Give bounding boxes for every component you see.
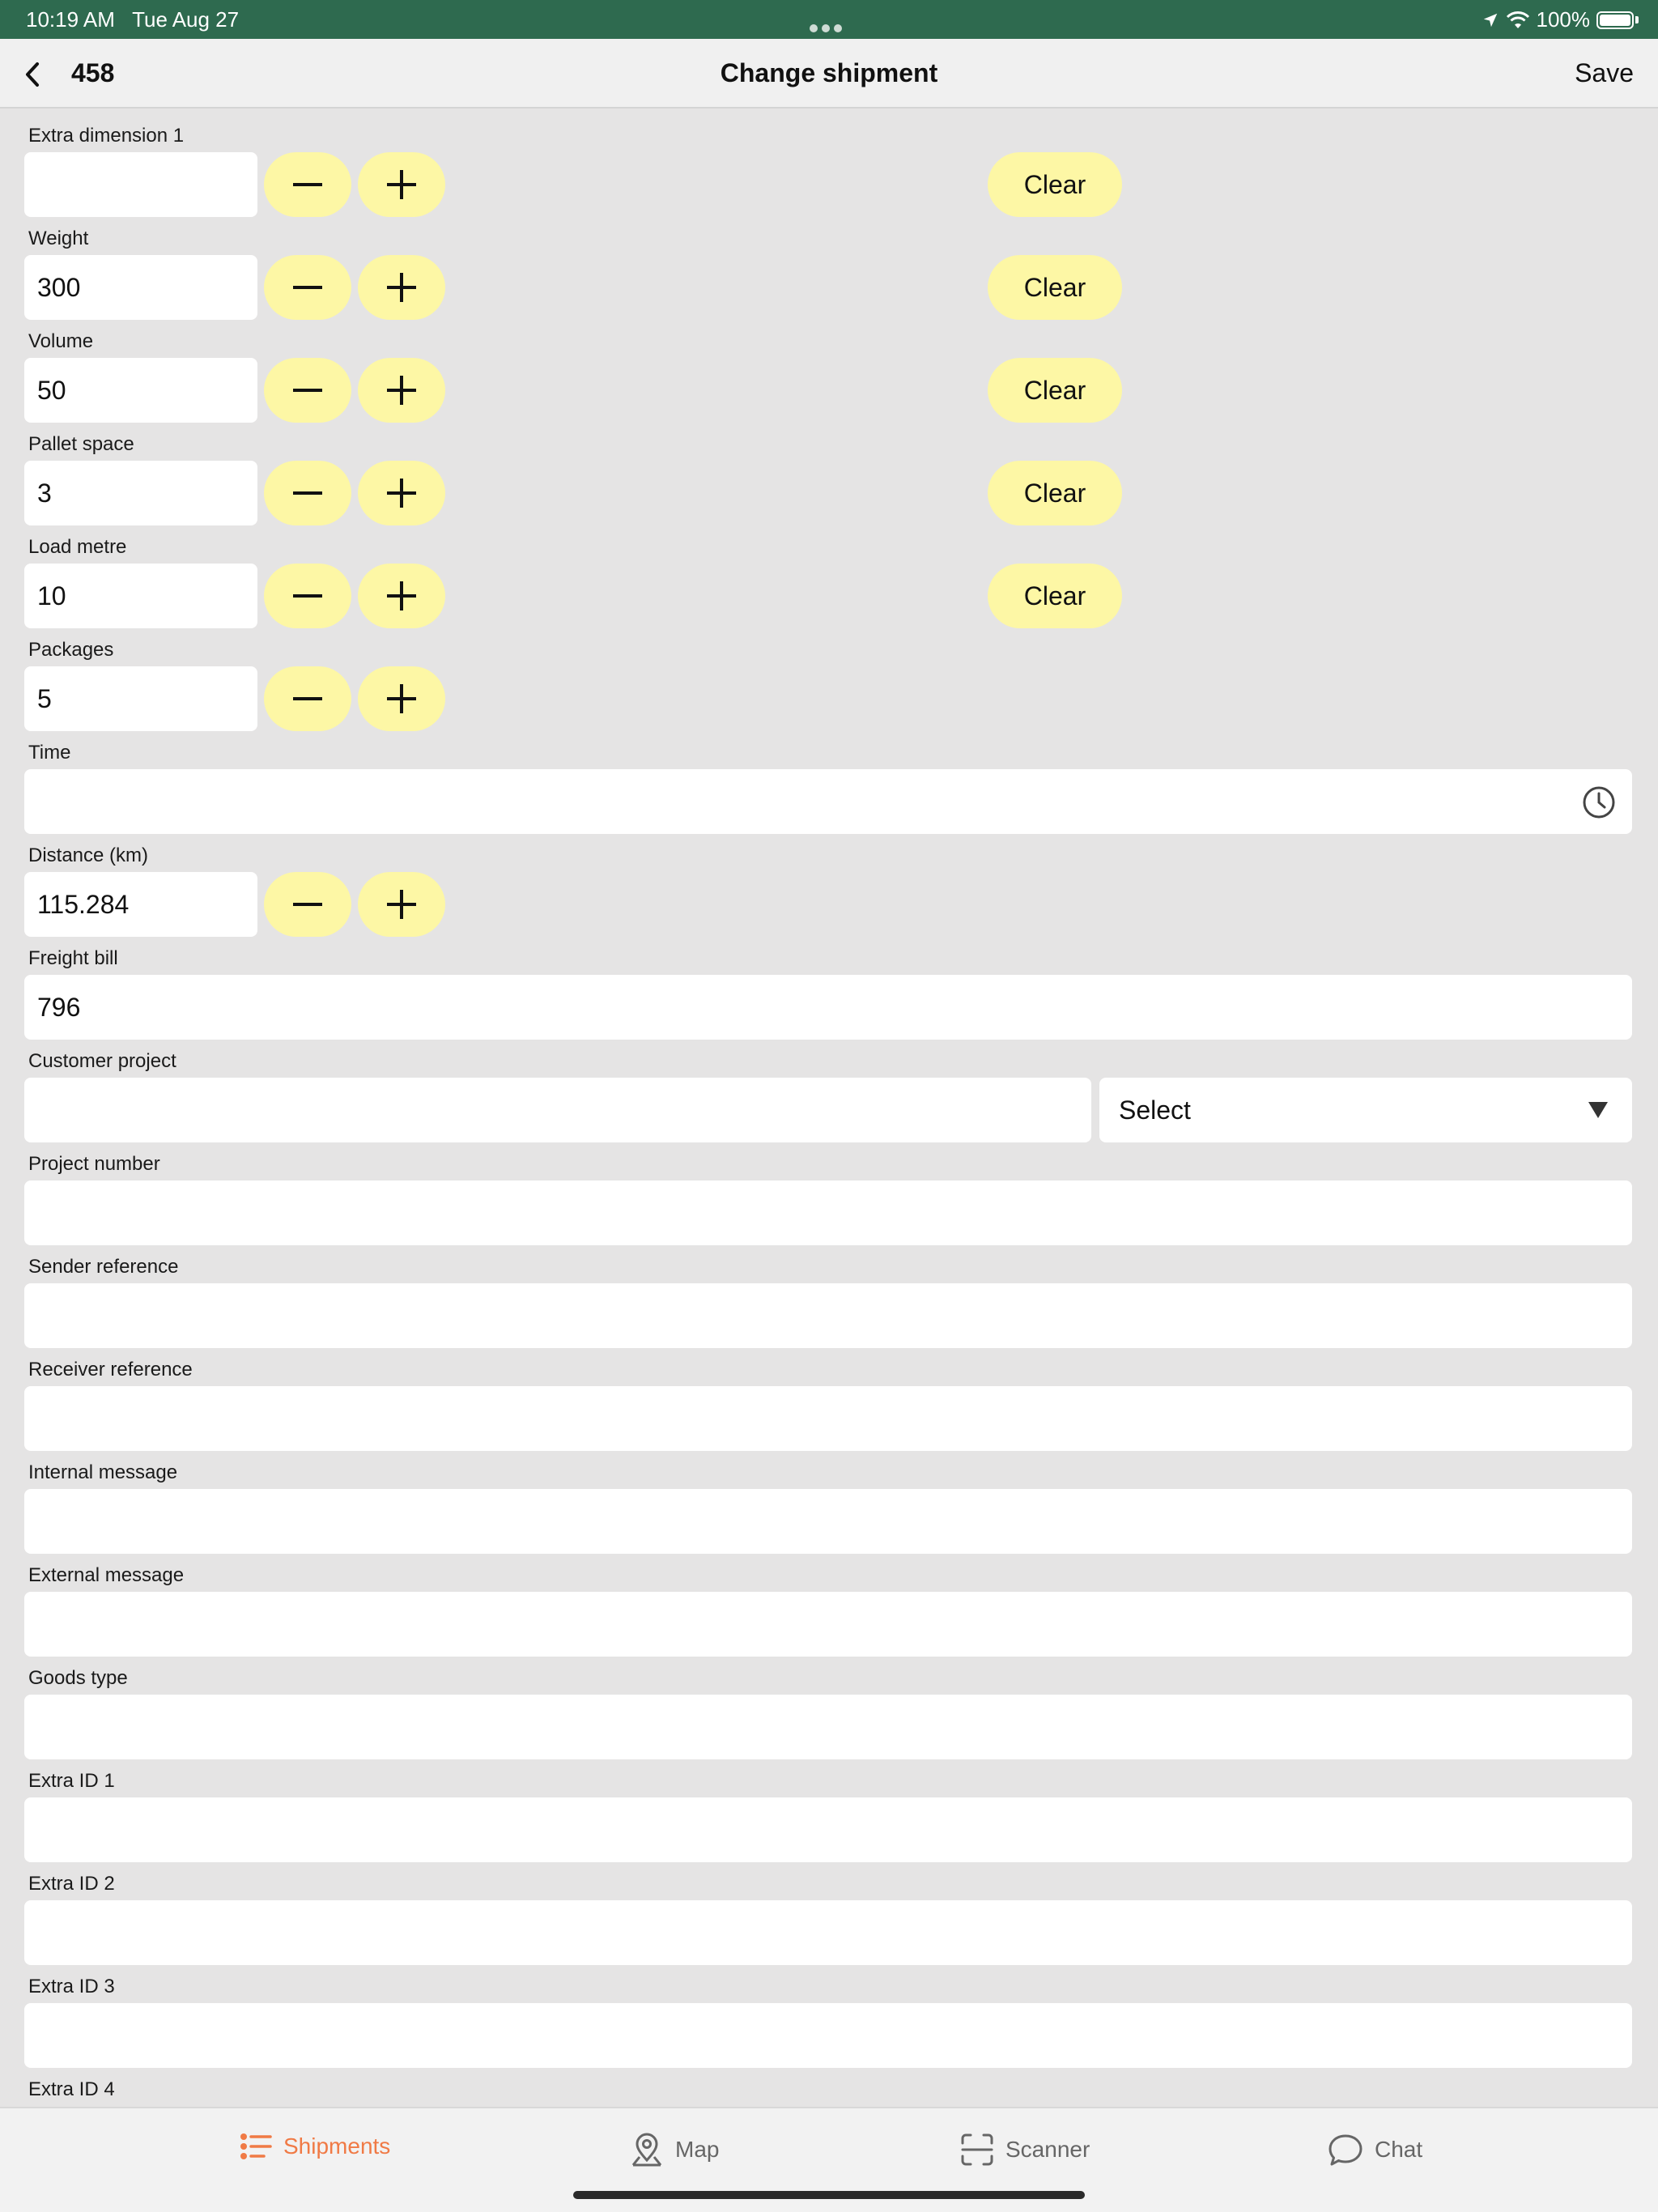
extra-dimension-1-decrement-button[interactable] — [264, 152, 351, 217]
distance-increment-button[interactable] — [358, 872, 445, 937]
external-message-label: External message — [28, 1564, 185, 1586]
load-metre-input[interactable]: 10 — [24, 564, 257, 628]
project-number-input[interactable] — [24, 1180, 1632, 1245]
status-time: 10:19 AM — [26, 7, 115, 32]
time-input[interactable] — [24, 769, 1632, 834]
extra-dimension-1-increment-button[interactable] — [358, 152, 445, 217]
internal-message-input[interactable] — [24, 1489, 1632, 1554]
chevron-left-icon — [24, 62, 40, 87]
extra-id-1-label: Extra ID 1 — [28, 1770, 115, 1792]
extra-id-1-input[interactable] — [24, 1797, 1632, 1862]
customer-project-label: Customer project — [28, 1050, 176, 1072]
plus-icon — [385, 683, 418, 715]
plus-icon — [385, 580, 418, 612]
dropdown-arrow-icon — [1588, 1102, 1608, 1118]
pallet-space-increment-button[interactable] — [358, 461, 445, 525]
plus-icon — [385, 477, 418, 509]
weight-increment-button[interactable] — [358, 255, 445, 320]
tab-chat-label: Chat — [1375, 2137, 1423, 2162]
map-pin-icon — [630, 2133, 664, 2167]
pallet-space-input[interactable]: 3 — [24, 461, 257, 525]
volume-label: Volume — [28, 330, 94, 352]
volume-clear-button[interactable]: Clear — [988, 358, 1122, 423]
weight-label: Weight — [28, 228, 89, 249]
distance-decrement-button[interactable] — [264, 872, 351, 937]
scanner-icon — [960, 2133, 994, 2167]
save-button[interactable]: Save — [1575, 58, 1634, 87]
minus-icon — [291, 888, 324, 921]
minus-icon — [291, 168, 324, 201]
customer-project-input[interactable] — [24, 1078, 1091, 1142]
load-metre-clear-button[interactable]: Clear — [988, 564, 1122, 628]
page-title: Change shipment — [720, 58, 938, 87]
extra-id-2-input[interactable] — [24, 1900, 1632, 1965]
receiver-reference-label: Receiver reference — [28, 1359, 193, 1380]
home-indicator[interactable] — [573, 2191, 1085, 2199]
weight-decrement-button[interactable] — [264, 255, 351, 320]
load-metre-label: Load metre — [28, 536, 127, 558]
weight-clear-button[interactable]: Clear — [988, 255, 1122, 320]
weight-input[interactable]: 300 — [24, 255, 257, 320]
clock-icon[interactable] — [1582, 785, 1616, 819]
pallet-space-clear-button[interactable]: Clear — [988, 461, 1122, 525]
minus-icon — [291, 271, 324, 304]
tab-map[interactable] — [630, 2133, 719, 2167]
pallet-space-decrement-button[interactable] — [264, 461, 351, 525]
navigation-bar — [0, 39, 1658, 108]
pallet-space-label: Pallet space — [28, 433, 134, 455]
packages-decrement-button[interactable] — [264, 666, 351, 731]
extra-id-3-label: Extra ID 3 — [28, 1976, 115, 1997]
battery-percent: 100% — [1536, 7, 1590, 32]
minus-icon — [291, 580, 324, 612]
packages-input[interactable]: 5 — [24, 666, 257, 731]
receiver-reference-input[interactable] — [24, 1386, 1632, 1451]
sender-reference-input[interactable] — [24, 1283, 1632, 1348]
volume-decrement-button[interactable] — [264, 358, 351, 423]
load-metre-increment-button[interactable] — [358, 564, 445, 628]
packages-label: Packages — [28, 639, 114, 661]
packages-increment-button[interactable] — [358, 666, 445, 731]
time-label: Time — [28, 742, 71, 764]
minus-icon — [291, 477, 324, 509]
back-button[interactable] — [24, 58, 57, 91]
extra-id-2-label: Extra ID 2 — [28, 1873, 115, 1895]
plus-icon — [385, 888, 418, 921]
select-label: Select — [1119, 1095, 1191, 1125]
extra-dimension-1-label: Extra dimension 1 — [28, 125, 185, 147]
extra-id-4-label: Extra ID 4 — [28, 2078, 115, 2100]
list-icon — [240, 2133, 272, 2160]
multitasking-dots-icon[interactable] — [810, 13, 848, 24]
minus-icon — [291, 683, 324, 715]
plus-icon — [385, 374, 418, 406]
tab-shipments[interactable] — [240, 2133, 390, 2160]
sender-reference-label: Sender reference — [28, 1256, 179, 1278]
customer-project-select[interactable] — [1099, 1078, 1632, 1142]
volume-input[interactable]: 50 — [24, 358, 257, 423]
volume-increment-button[interactable] — [358, 358, 445, 423]
goods-type-label: Goods type — [28, 1667, 128, 1689]
tab-scanner[interactable] — [960, 2133, 1090, 2167]
minus-icon — [291, 374, 324, 406]
status-right — [1482, 7, 1639, 32]
status-time-date — [26, 7, 239, 32]
goods-type-input[interactable] — [24, 1695, 1632, 1759]
load-metre-decrement-button[interactable] — [264, 564, 351, 628]
freight-bill-label: Freight bill — [28, 947, 118, 969]
distance-input[interactable]: 115.284 — [24, 872, 257, 937]
status-date: Tue Aug 27 — [132, 7, 240, 32]
shipment-number[interactable]: 458 — [71, 58, 115, 87]
internal-message-label: Internal message — [28, 1461, 178, 1483]
status-bar — [0, 0, 1658, 39]
extra-dimension-1-clear-button[interactable]: Clear — [988, 152, 1122, 217]
battery-icon — [1596, 11, 1634, 29]
tab-map-label: Map — [675, 2137, 720, 2162]
extra-id-3-input[interactable] — [24, 2003, 1632, 2068]
tab-chat[interactable] — [1328, 2133, 1422, 2167]
wifi-icon — [1506, 11, 1530, 30]
external-message-input[interactable] — [24, 1592, 1632, 1657]
plus-icon — [385, 168, 418, 201]
distance-label: Distance (km) — [28, 844, 149, 866]
tab-shipments-label: Shipments — [283, 2133, 391, 2159]
extra-dimension-1-input[interactable] — [24, 152, 257, 217]
project-number-label: Project number — [28, 1153, 160, 1175]
chat-icon — [1328, 2133, 1363, 2167]
freight-bill-input[interactable]: 796 — [24, 975, 1632, 1040]
plus-icon — [385, 271, 418, 304]
location-icon — [1482, 11, 1499, 29]
tab-scanner-label: Scanner — [1005, 2137, 1090, 2162]
